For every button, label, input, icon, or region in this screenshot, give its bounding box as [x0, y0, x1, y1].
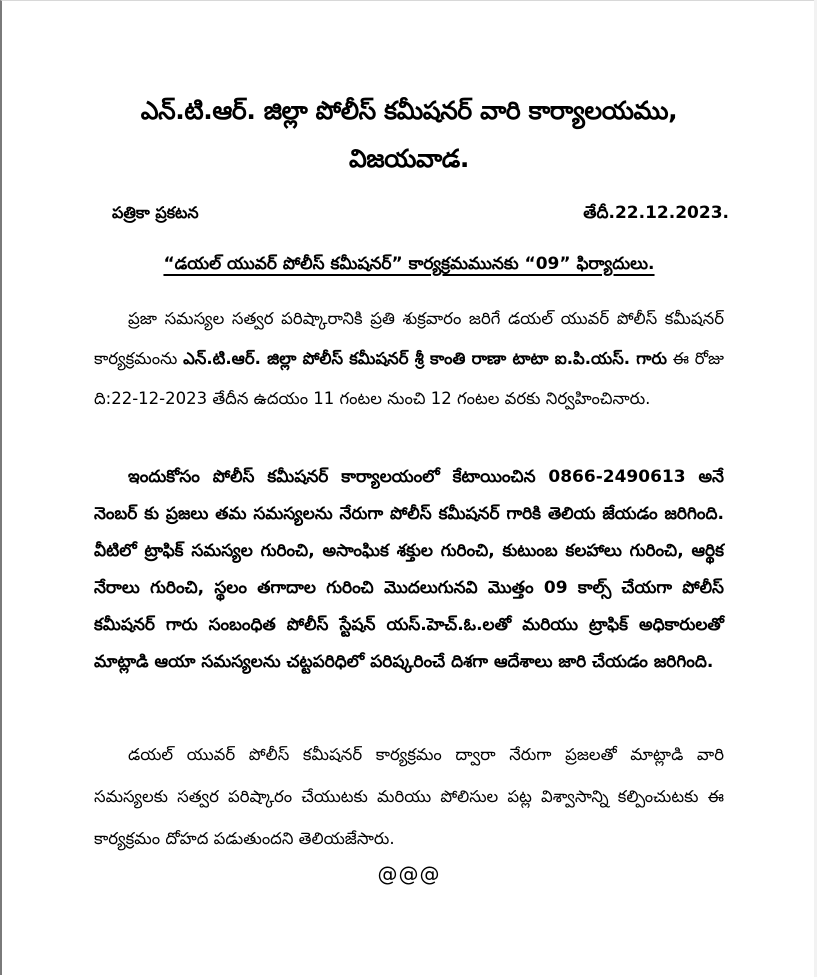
paragraph-intro-text-a: ప్రజా సమస్యల సత్వర పరిష్కారానికి ప్రతి శుక్రవారం జరిగే డయల్ యువర్ పోలీస్ కమీషనర్ కార్యక్రమంను [94, 309, 724, 368]
paragraph-details [94, 459, 724, 681]
release-date: తేదీ.22.12.2023. [583, 203, 729, 223]
paragraph-conclusion-text: డయల్ యువర్ పోలీస్ కమీషనర్ కార్యక్రమం ద్వారా నేరుగా ప్రజలతో మాట్లాడి వారి సమస్యలకు సత్వర పరిష్కారం చేయుటకు మరియు పోలిసుల పట్ల విశ్వాసాన్ని కల్పించుటకు ఈ కార్యక్రమం దోహద పడుతుందని తెలియజేసారు. [94, 745, 724, 848]
closing-mark: @@@ [377, 862, 441, 886]
paragraph-details-text: ఇందుకోసం పోలీస్ కమీషనర్ కార్యాలయంలో కేటాయించిన 0866-2490613 అనే నెంబర్ కు ప్రజలు తమ సమస్యలను నేరుగా పోలీస్ కమీషనర్ గారికి తెలియ జేయడం జరిగింది. వీటిలో ట్రాఫిక్ సమస్యల గురించి, అసాంఘిక శక్తుల గురించి, కుటుంబ కలహాలు గురించి, ఆర్థిక నేరాలు గురించి, స్థలం తగాదాల గురించి మొదలుగునవి మొత్తం 09 కాల్స్ చేయగా పోలీస్ కమీషనర్ గారు సంబంధిత పోలీస్ స్టేషన్ యస్.హెచ్.ఓ.లతో మరియు ట్రాఫిక్ అధికారులతో మాట్లాడి ఆయా సమస్యలను చట్టపరిధిలో పరిష్కరించే దిశగా ఆదేశాలు జారి చేయడం జరిగింది. [94, 467, 724, 672]
office-title: ఎన్.టి.ఆర్. జిల్లా పోలీస్ కమీషనర్ వారి కార్యాలయము, [140, 96, 678, 125]
office-city: విజయవాడ. [349, 144, 469, 173]
press-release-label: పత్రికా ప్రకటన [112, 203, 199, 222]
subject-line [94, 254, 724, 278]
paragraph-intro-text-b: ఈ రోజు ది:22-12-2023 తేదీన ఉదయం 11 గంటల నుంచి 12 గంటల వరకు నిర్వహించినారు. [94, 349, 724, 408]
subject-text: “డయల్ యువర్ పోలీస్ కమీషనర్” కార్యక్రమమునకు “09” ఫిర్యాదులు. [163, 254, 655, 274]
commissioner-name: ఎన్.టి.ఆర్. జిల్లా పోలీస్ కమీషనర్ శ్రీ కాంతి రాణా టాటా ఐ.పి.యస్. గారు [183, 349, 667, 368]
paragraph-conclusion [94, 734, 724, 860]
paragraph-intro [94, 299, 724, 419]
meta-row [112, 203, 729, 229]
